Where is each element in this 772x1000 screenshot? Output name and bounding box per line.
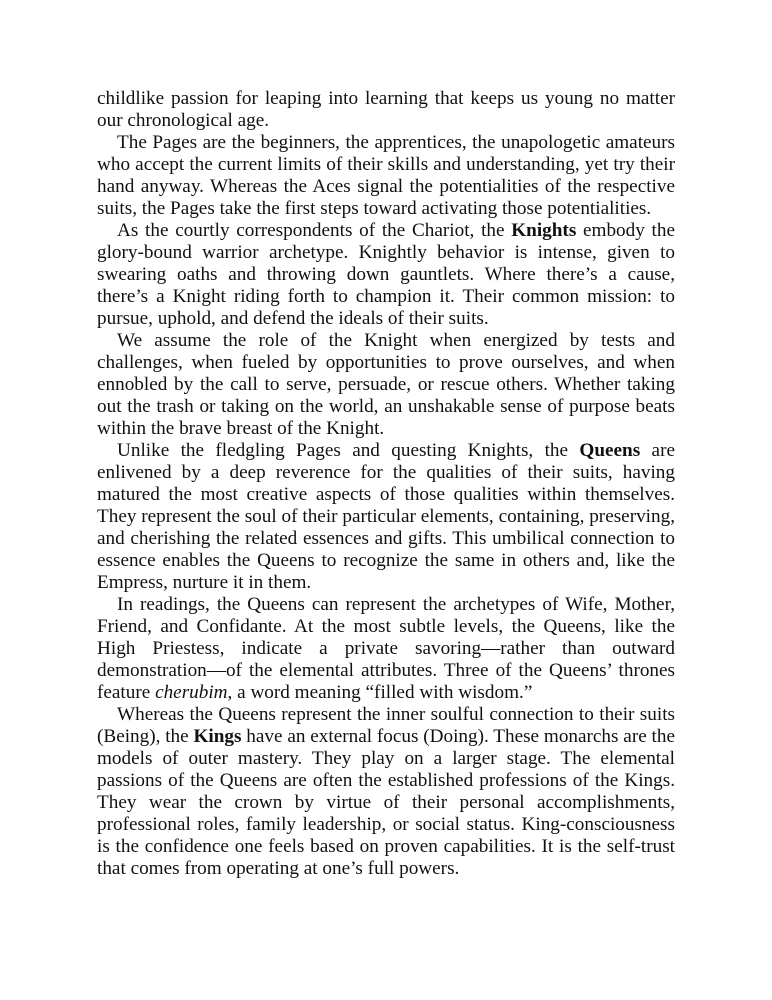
term-knights: Knights: [511, 220, 577, 241]
paragraph-queens-readings: [97, 594, 675, 704]
paragraph-text: The Pages are the beginners, the apprentices, the unapologetic amateurs who accept the current limits of their skills and understanding, yet try their hand anyway. Whereas the Aces signal the potentialities of the respective suits, the Pages take the first steps toward activating those potentialities.: [97, 132, 675, 219]
paragraph-text: childlike passion for leaping into learning that keeps us young no matter our chronological age.: [97, 88, 675, 131]
term-kings: Kings: [193, 726, 242, 747]
term-cherubim: cherubim: [155, 682, 228, 703]
document-page: [97, 88, 675, 880]
paragraph-queens: [97, 440, 675, 594]
paragraph-text: In readings, the Queens can represent the archetypes of Wife, Mother, Friend, and Confidante. At the most subtle levels, the Queens, like the High Priestess, indicate a private savoring—rather than outward demonstration—of the elemental attributes. Three of the Queens’ thrones feature: [97, 594, 675, 703]
paragraph-text: are enlivened by a deep reverence for the qualities of their suits, having matured the most creative aspects of those qualities within themselves. They represent the soul of their particular elements, containing, preserving, and cherishing the related essences and gifts. This umbilical connection to essence enables the Queens to recognize the same in others and, like the Empress, nurture it in them.: [97, 440, 675, 593]
paragraph-text: have an external focus (Doing). These monarchs are the models of outer mastery. They play on a larger stage. The elemental passions of the Queens are often the established professions of the Kings. They wear the crown by virtue of their personal accomplishments, professional roles, family leadership, or social status. King-consciousness is the confidence one feels based on proven capabilities. It is the self-trust that comes from operating at one’s full powers.: [97, 726, 675, 879]
paragraph-knights: [97, 220, 675, 330]
paragraph-pages-continuation: [97, 88, 675, 132]
paragraph-text: As the courtly correspondents of the Chariot, the: [117, 220, 512, 241]
paragraph-text: , a word meaning “filled with wisdom.”: [227, 682, 533, 703]
paragraph-text: We assume the role of the Knight when energized by tests and challenges, when fueled by opportunities to prove ourselves, and when ennobled by the call to serve, persuade, or rescue others. Whether taking out the trash or taking on the world, an unshakable sense of purpose beats within the brave breast of the Knight.: [97, 330, 675, 439]
paragraph-kings: [97, 704, 675, 880]
paragraph-pages-beginners: [97, 132, 675, 220]
paragraph-text: Whereas the Queens represent the inner soulful connection to their suits (Being), the: [97, 704, 675, 747]
term-queens: Queens: [579, 440, 641, 461]
paragraph-knight-role: [97, 330, 675, 440]
paragraph-text: embody the glory-bound warrior archetype. Knightly behavior is intense, given to swearing oaths and throwing down gauntlets. Where there’s a cause, there’s a Knight riding forth to champion it. Their common mission: to pursue, uphold, and defend the ideals of their suits.: [97, 220, 675, 329]
paragraph-text: Unlike the fledgling Pages and questing Knights, the: [117, 440, 580, 461]
